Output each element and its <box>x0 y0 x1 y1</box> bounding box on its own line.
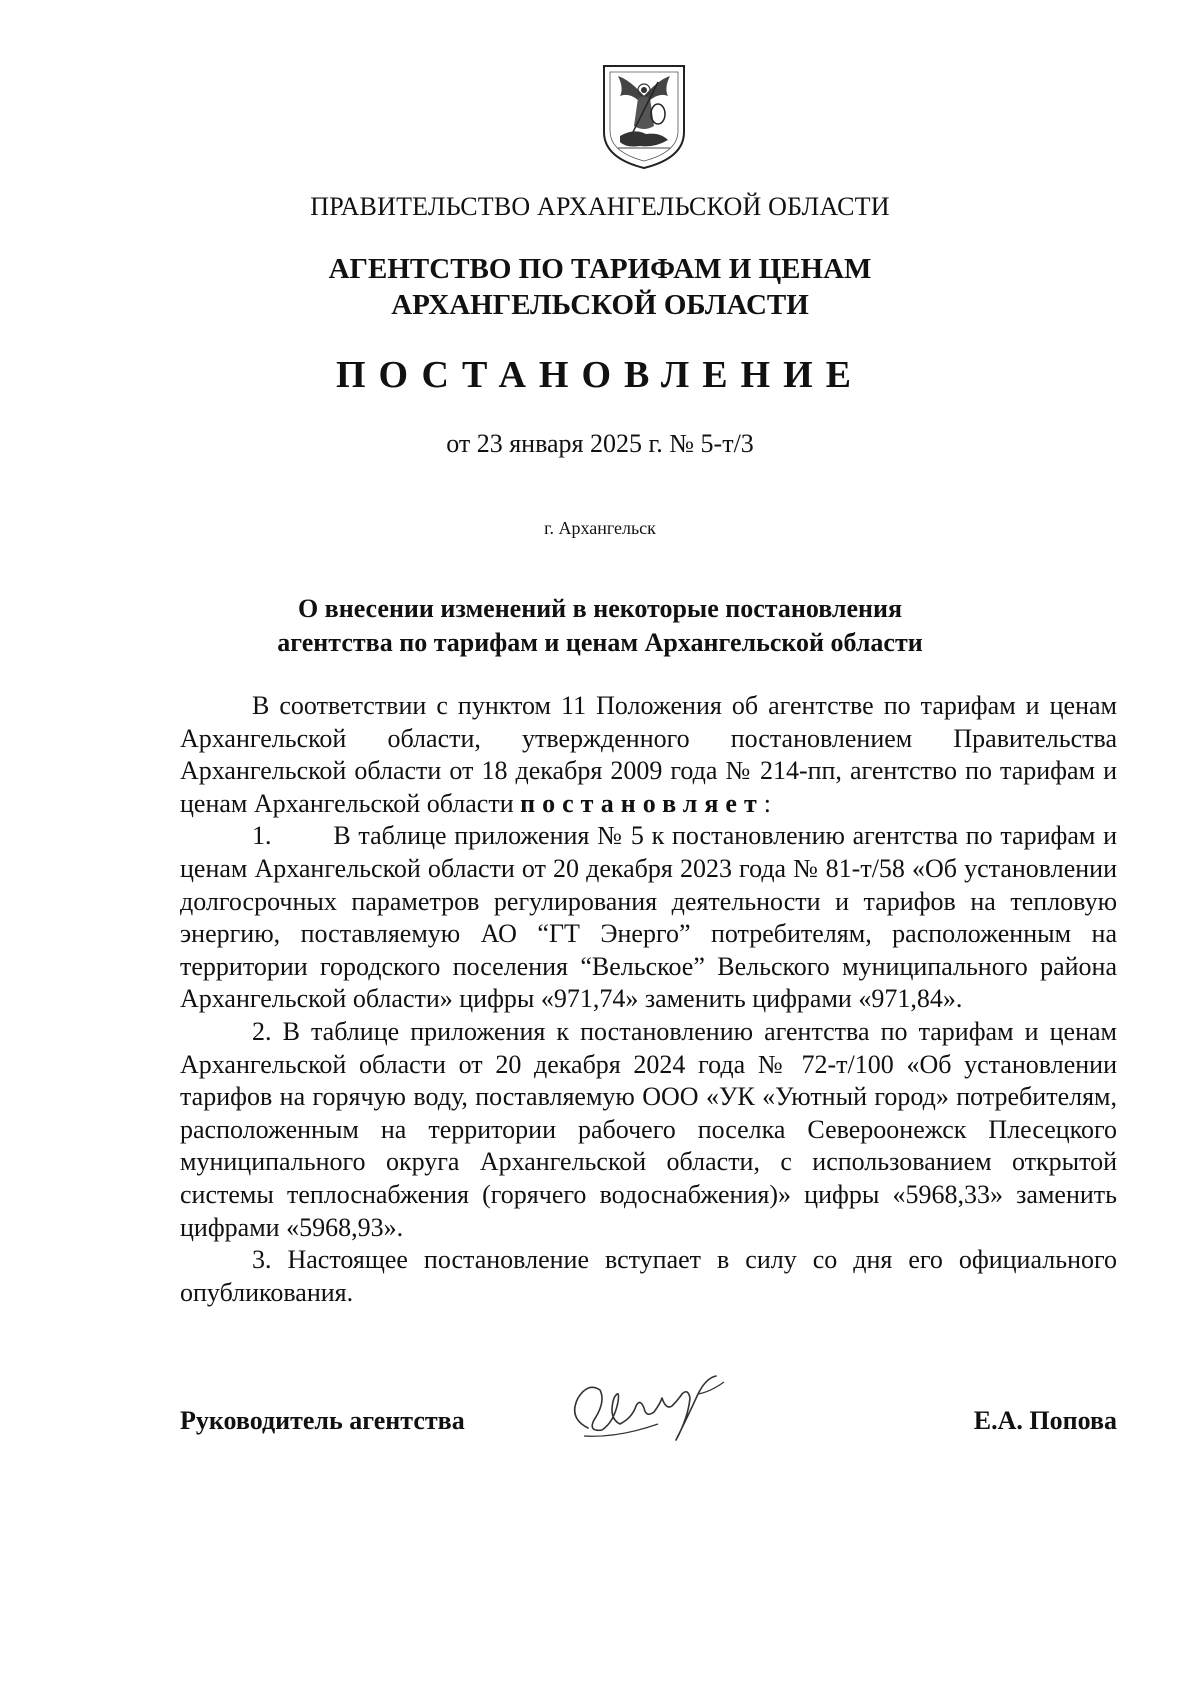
government-name: ПРАВИТЕЛЬСТВО АРХАНГЕЛЬСКОЙ ОБЛАСТИ <box>310 192 890 221</box>
coat-of-arms-emblem <box>600 62 688 170</box>
document-subject <box>0 592 1200 660</box>
document-city: г. Архангельск <box>544 518 656 538</box>
item-1-paragraph: 1. В таблице приложения № 5 к постановлению агентства по тарифам и ценам Архангельской области от 20 декабря 2023 года № 81-т/58 «Об установлении долгосрочных параметров регулирования деятельности и тарифов на тепловую энергию, поставляемую АО “ГТ Энерго” потребителям, расположенным на территории городского поселения “Вельское” Вельского муниципального района Архангельской области» цифры «971,74» заменить цифрами «971,84». <box>180 821 1117 1014</box>
subject-line1: О внесении изменений в некоторые постановления <box>297 594 903 623</box>
arkhangelsk-coat-of-arms-icon <box>600 62 688 170</box>
document-type: ПОСТАНОВЛЕНИЕ <box>335 354 865 396</box>
document-date-number: от 23 января 2025 г. № 5-т/3 <box>446 429 754 458</box>
preamble-paragraph: В соответствии с пунктом 11 Положения об агентстве по тарифам и ценам Архангельской области, утвержденного постановлением Правительства Архангельской области от 18 декабря 2009 года № 214-пп, агентство по тарифам и ценам Архангельской области постановляет: <box>180 691 1117 818</box>
item-2-paragraph: 2. В таблице приложения к постановлению агентства по тарифам и ценам Архангельской области от 20 декабря 2024 года № 72-т/100 «Об установлении тарифов на горячую воду, поставляемую ООО «УК «Уютный город» потребителям, расположенным на территории рабочего поселка Североонежск Плесецкого муниципального округа Архангельской области, с использованием открытой системы теплоснабжения (горячего водоснабжения)» цифры «5968,33» заменить цифрами «5968,93». <box>180 1016 1117 1242</box>
signature-graphic <box>548 1358 748 1458</box>
signatory-title: Руководитель агентства <box>180 1406 465 1435</box>
agency-name-line1: АГЕНТСТВО ПО ТАРИФАМ И ЦЕНАМ <box>328 253 872 285</box>
subject-line2: агентства по тарифам и ценам Архангельской области <box>277 628 923 657</box>
agency-name-line2: АРХАНГЕЛЬСКОЙ ОБЛАСТИ <box>391 289 809 321</box>
handwritten-signature <box>548 1358 748 1458</box>
agency-name <box>0 251 1200 323</box>
item-3-paragraph: 3. Настоящее постановление вступает в силу со дня его официального опубликования. <box>180 1245 1117 1307</box>
document-body <box>180 690 1117 1309</box>
signatory-name: Е.А. Попова <box>973 1406 1117 1435</box>
decrees-word: постановляет <box>520 788 764 818</box>
preamble-text: В соответствии с пунктом 11 Положения об агентстве по тарифам и ценам Архангельской области, утвержденного постановлением Правительства Архангельской области от 18 декабря 2009 года № 214-пп, агентство по тарифам и ценам Архангельской области <box>180 691 1117 818</box>
